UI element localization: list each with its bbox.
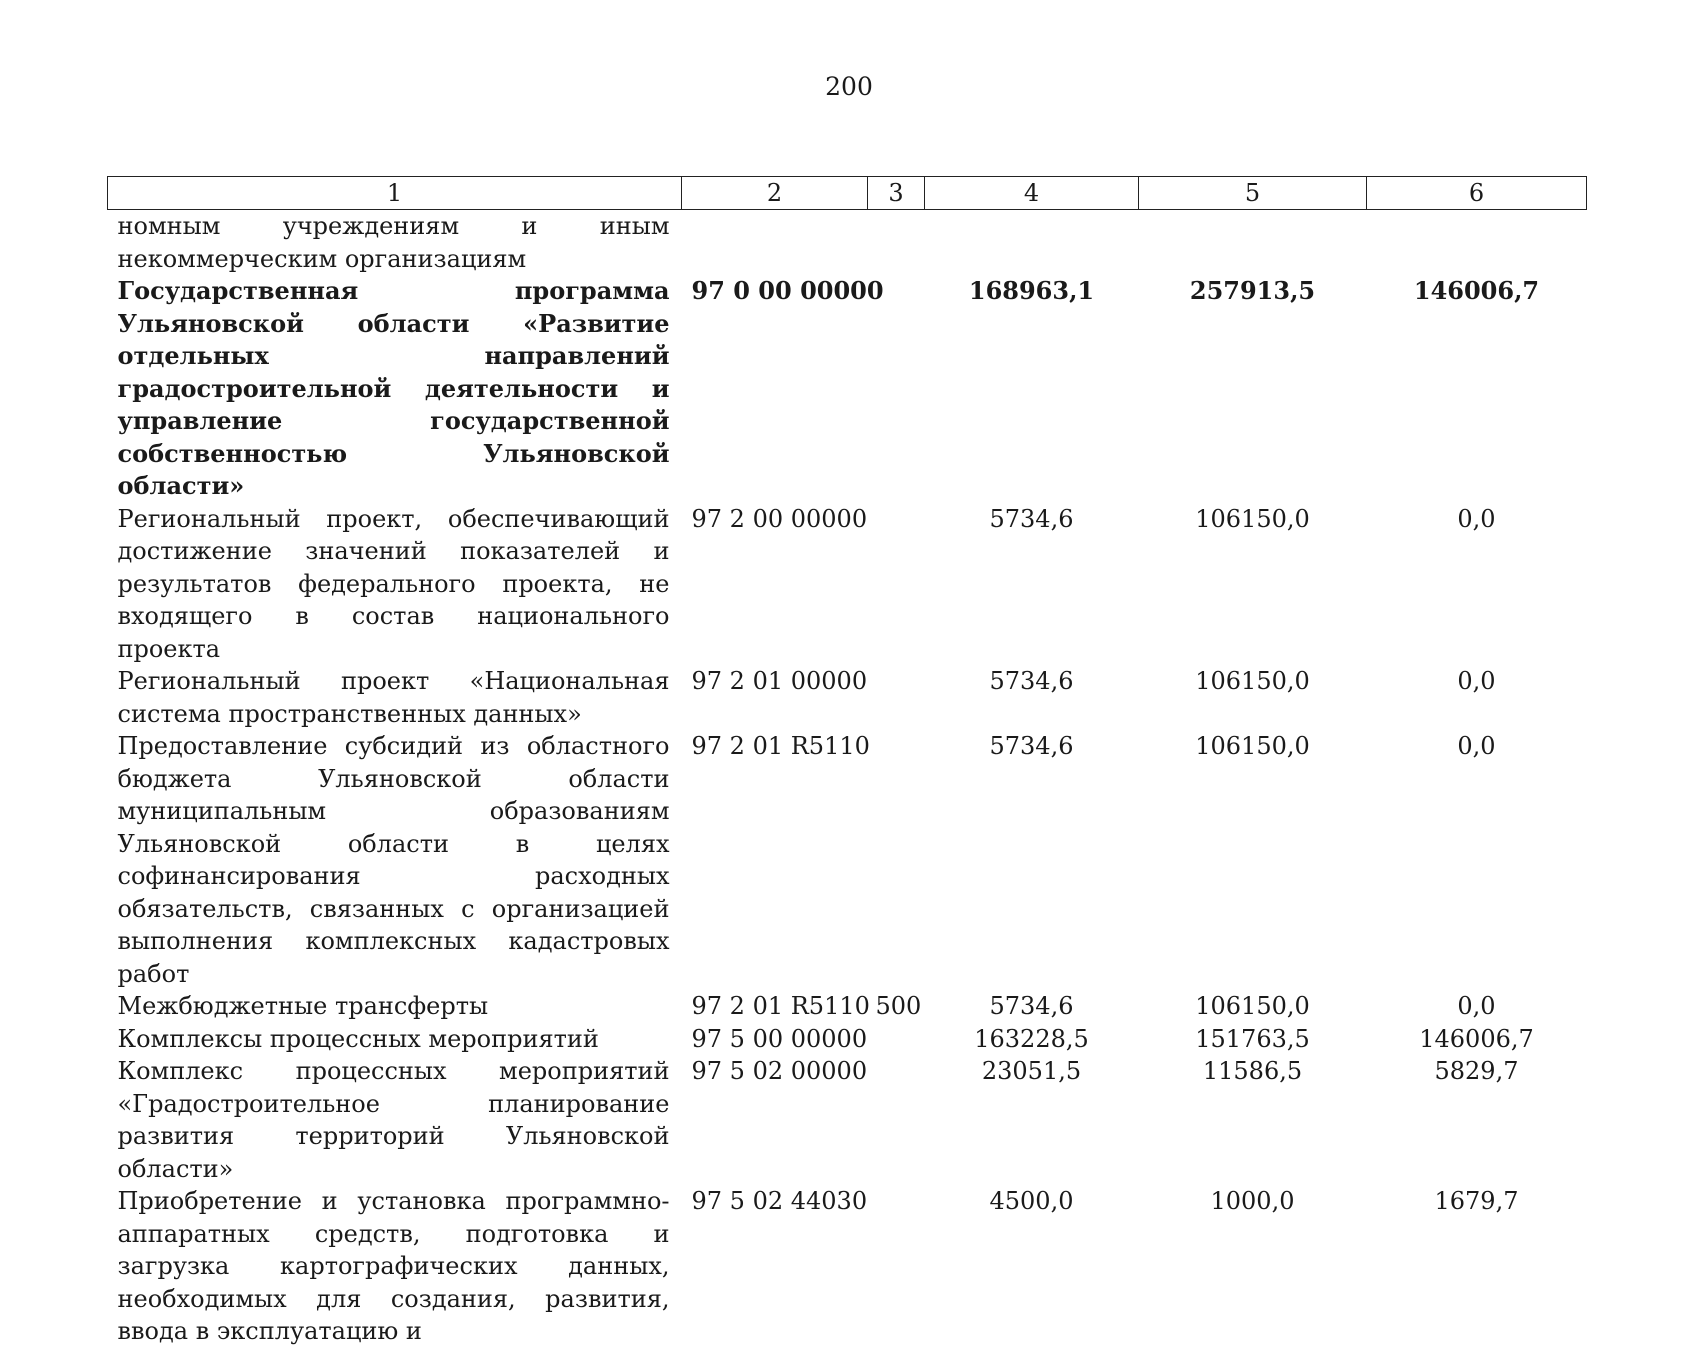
row-expense-type-cell [868,210,925,276]
row-value-col5-cell: 11586,5 [1202,1057,1303,1085]
table-row [108,665,1587,730]
row-value-col5-cell: 106150,0 [1195,732,1310,760]
row-value-col6-cell: 0,0 [1457,504,1496,533]
row-value-col4-cell: 5734,6 [989,504,1074,533]
row-name-cell: Предоставление субсидий из областного бюджета Ульяновской области муниципальным образованиям Ульяновской области в целях софинансирования расходных обязательств, связанных с организацией выполнения комплексных кадастровых работ [117,732,670,988]
row-value-col6-cell: 0,0 [1457,667,1496,695]
table-row [108,275,1587,503]
header-cell-5: 5 [1139,177,1367,210]
row-name-cell: Региональный проект «Национальная система пространственных данных» [117,667,670,728]
row-value-col6-cell: 5829,7 [1434,1057,1519,1085]
row-value-col6-cell: 146006,7 [1413,276,1540,305]
row-name-cell: номным учреждениям и иным некоммерческим организациям [117,212,670,273]
row-value-col6-cell: 0,0 [1457,732,1496,760]
table-row [108,1055,1587,1185]
row-name-cell: Приобретение и установка программно-аппаратных средств, подготовка и загрузка картографических данных, необходимых для создания, развития, ввода в эксплуатацию и [117,1187,670,1345]
row-expense-type-cell [868,275,925,503]
row-code-cell: 97 0 00 00000 [691,276,884,305]
row-value-col6-cell [1367,210,1587,276]
row-name-cell: Межбюджетные трансферты [117,992,489,1020]
row-code-cell: 97 2 00 00000 [691,504,868,533]
row-name-cell: Комплекс процессных мероприятий «Градостроительное планирование развития территорий Ульяновской области» [117,1057,670,1183]
table-row [108,1023,1587,1056]
row-value-col5-cell [1139,210,1367,276]
row-value-col4-cell: 5734,6 [989,667,1074,695]
header-cell-2: 2 [682,177,868,210]
row-value-col6-cell: 0,0 [1457,992,1496,1020]
row-value-col6-cell: 1679,7 [1434,1187,1519,1215]
row-expense-type-cell [868,1055,925,1185]
row-value-col5-cell: 106150,0 [1195,667,1310,695]
row-expense-type-cell [868,1185,925,1348]
row-value-col4-cell: 4500,0 [989,1187,1074,1215]
row-name-cell: Государственная программа Ульяновской области «Развитие отдельных направлений градостроительной деятельности и управление государственной собственностью Ульяновской области» [117,276,670,500]
table-row [108,210,1587,276]
table-row [108,503,1587,666]
row-value-col5-cell: 1000,0 [1210,1187,1295,1215]
row-expense-type-cell [868,503,925,666]
header-row [108,177,1587,210]
row-value-col4-cell: 163228,5 [974,1024,1089,1053]
header-cell-6: 6 [1367,177,1587,210]
row-name-cell: Комплексы процессных мероприятий [117,1024,599,1053]
row-code-cell: 97 5 02 44030 [691,1187,868,1215]
header-cell-1: 1 [108,177,682,210]
header-cell-3: 3 [868,177,925,210]
row-value-col5-cell: 257913,5 [1189,276,1316,305]
table-row [108,1185,1587,1348]
row-value-col4-cell: 168963,1 [968,276,1095,305]
page-number: 200 [825,72,873,101]
budget-table [107,176,1587,1348]
table-row [108,990,1587,1023]
row-value-col5-cell: 106150,0 [1195,504,1310,533]
row-code-cell: 97 5 02 00000 [691,1057,868,1085]
row-expense-type-cell [868,730,925,990]
row-name-cell: Региональный проект, обеспечивающий достижение значений показателей и результатов федерального проекта, не входящего в состав национального проекта [117,504,670,663]
row-value-col4-cell: 5734,6 [989,992,1074,1020]
row-code-cell: 97 5 00 00000 [691,1024,868,1053]
table-body [108,210,1587,1348]
row-value-col5-cell: 106150,0 [1195,992,1310,1020]
row-code-cell: 97 2 01 00000 [691,667,868,695]
row-value-col4-cell [925,210,1139,276]
row-code-cell: 97 2 01 R5110 [691,992,870,1020]
row-value-col4-cell: 5734,6 [989,732,1074,760]
row-value-col6-cell: 146006,7 [1419,1024,1534,1053]
table-row [108,730,1587,990]
header-cell-4: 4 [925,177,1139,210]
row-code-cell: 97 2 01 R5110 [691,732,870,760]
table-header [108,177,1587,210]
row-code-cell [682,210,868,276]
row-expense-type-cell [868,665,925,730]
row-value-col4-cell: 23051,5 [981,1057,1082,1085]
row-expense-type-cell [868,1023,925,1056]
row-expense-type-cell: 500 [875,992,922,1020]
row-value-col5-cell: 151763,5 [1195,1024,1310,1053]
